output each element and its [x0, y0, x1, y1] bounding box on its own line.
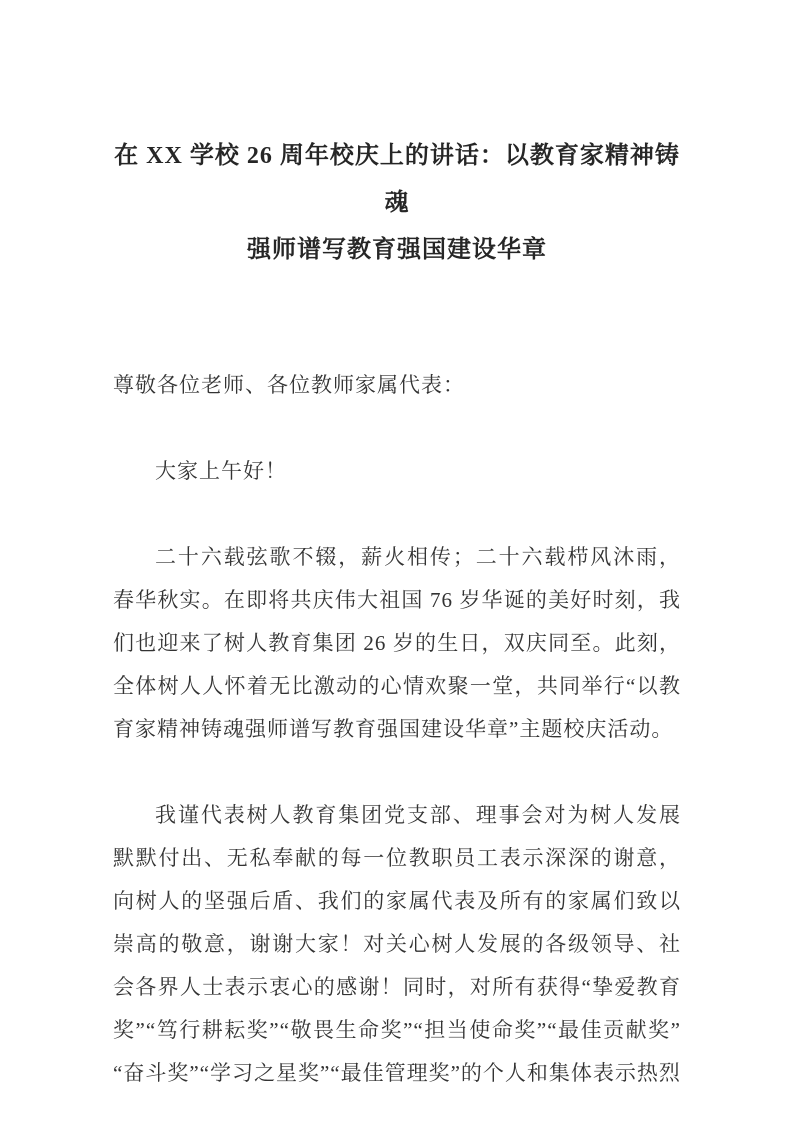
salutation-line: 尊敬各位老师、各位教师家属代表：	[113, 373, 465, 397]
document-title-line-2: 强师谱写教育强国建设华章	[247, 237, 547, 263]
body-paragraph-greeting: 大家上午好！	[155, 459, 287, 483]
body-paragraph-thanks: 我谨代表树人教育集团党支部、理事会对为树人发展默默付出、无私奉献的每一位教职员工表示深深的谢意，向树人的坚强后盾、我们的家属代表及所有的家属们致以崇高的敬意，谢谢大家！对关心树人发展的各级领导、社会各界人士表示衷心的感谢！同时，对所有获得“挚爱教育奖”“笃行耕耘奖”“敬畏生命奖”“担当使命奖”“最佳贡献奖”“奋斗奖”“学习之星奖”“最佳管理奖”的个人和集体表示热烈	[113, 803, 681, 1085]
document-body	[113, 364, 681, 1095]
document-title	[113, 133, 681, 274]
document-title-line-1: 在 XX 学校 26 周年校庆上的讲话：以教育家精神铸魂	[114, 143, 680, 216]
body-paragraph-anniversary: 二十六载弦歌不辍，薪火相传；二十六载栉风沐雨，春华秋实。在即将共庆伟大祖国 76 岁华诞的美好时刻，我们也迎来了树人教育集团 26 岁的生日，双庆同至。此刻，全体树人人怀着无比激动的心情欢聚一堂，共同举行“以教育家精神铸魂强师谱写教育强国建设华章”主题校庆活动。	[113, 545, 681, 741]
